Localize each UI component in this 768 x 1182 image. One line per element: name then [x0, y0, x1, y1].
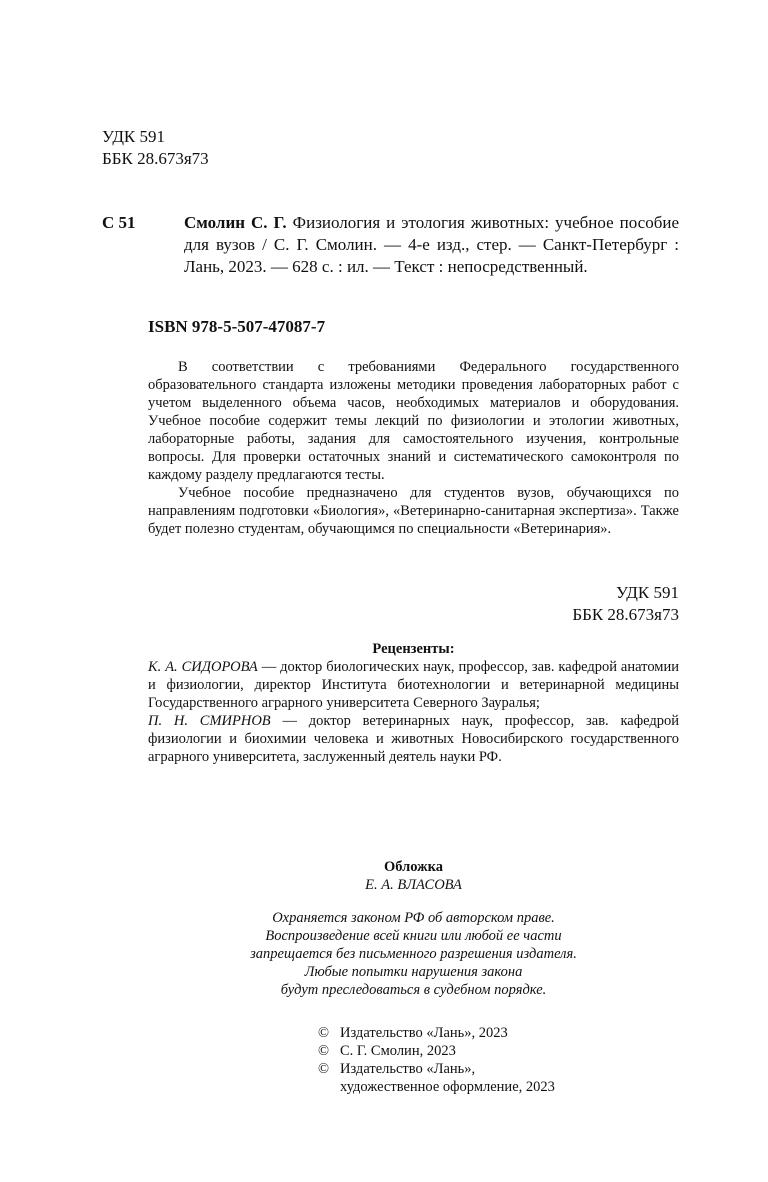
reviewers-title: Рецензенты:: [372, 641, 455, 657]
biblio-author: Смолин С. Г.: [184, 213, 287, 232]
legal-line: Воспроизведение всей книги или любой ее части: [265, 928, 562, 944]
copyright-text-continuation: художественное оформление, 2023: [340, 1079, 555, 1095]
udk-code: УДК 591: [615, 583, 679, 602]
udk-bbk-top: [102, 126, 209, 170]
biblio-description: Физиология и этология животных: учебное пособие для вузов / С. Г. Смолин. — 4-е изд., стер. — Санкт-Петербург : Лань, 2023. — 628 с. : ил. — Текст : непосредственный.: [184, 213, 679, 276]
copyright-icon: ©: [318, 1025, 330, 1041]
copyright-text: Издательство «Лань», 2023: [340, 1025, 508, 1041]
copyright-text: С. Г. Смолин, 2023: [340, 1043, 456, 1059]
udk-bbk-bottom: [572, 582, 679, 626]
copyright-icon: ©: [318, 1061, 330, 1077]
copyright-text: [340, 1060, 555, 1096]
copyright-text-part: Издательство «Лань»,: [340, 1061, 476, 1077]
copyright-holders: [318, 1024, 555, 1096]
copyright-notice: [148, 909, 679, 999]
copyright-line: [318, 1042, 555, 1060]
udk-code: УДК 591: [102, 127, 166, 146]
bbk-code: ББК 28.673я73: [102, 149, 209, 168]
reviewer-name: П. Н. СМИРНОВ: [148, 713, 271, 729]
reviewer-entry: [148, 712, 679, 766]
cover-credit: [148, 858, 679, 894]
isbn: ISBN 978-5-507-47087-7: [148, 317, 326, 336]
legal-line: будут преследоваться в судебном порядке.: [280, 982, 547, 998]
abstract: [148, 358, 679, 538]
reviewer-details: — доктор ветеринарных наук, профессор, зав. кафедрой физиологии и биохимии человека и животных Новосибирского государственного аграрного университета, заслуженный деятель науки РФ.: [148, 713, 679, 765]
copyright-icon: ©: [318, 1043, 330, 1059]
bbk-code: ББК 28.673я73: [572, 605, 679, 624]
copyright-line: [318, 1024, 555, 1042]
legal-line: Любые попытки нарушения закона: [304, 964, 523, 980]
bibliographic-record: [184, 212, 679, 278]
reviewer-name: К. А. СИДОРОВА: [148, 659, 258, 675]
legal-line: Охраняется законом РФ об авторском праве.: [272, 910, 555, 926]
cover-designer: Е. А. ВЛАСОВА: [365, 877, 462, 893]
reviewer-entry: [148, 658, 679, 712]
copyright-line: [318, 1060, 555, 1096]
abstract-paragraph: Учебное пособие предназначено для студентов вузов, обучающихся по направлениям подготовки «Биология», «Ветеринарно-санитарная экспертиза». Также будет полезно студентам, обучающимся по специальности «Ветеринария».: [148, 485, 679, 537]
abstract-paragraph: В соответствии с требованиями Федерального государственного образовательного стандарта изложены методики проведения лабораторных работ с учетом выделенного объема часов, необходимых материалов и оборудования. Учебное пособие содержит темы лекций по физиологии и этологии животных, лабораторные работы, задания для самостоятельного изучения, контрольные вопросы. Для проверки остаточных знаний и систематического самоконтроля по каждому разделу предлагаются тесты.: [148, 359, 679, 483]
reviewers-section: [148, 640, 679, 766]
author-mark: С 51: [102, 213, 136, 232]
legal-line: запрещается без письменного разрешения издателя.: [250, 946, 577, 962]
cover-title: Обложка: [383, 859, 444, 875]
reviewer-details: — доктор биологических наук, профессор, зав. кафедрой анатомии и физиологии, директор Института биотехнологии и ветеринарной медицины Государственного аграрного университета Северного Зауралья;: [148, 659, 679, 711]
